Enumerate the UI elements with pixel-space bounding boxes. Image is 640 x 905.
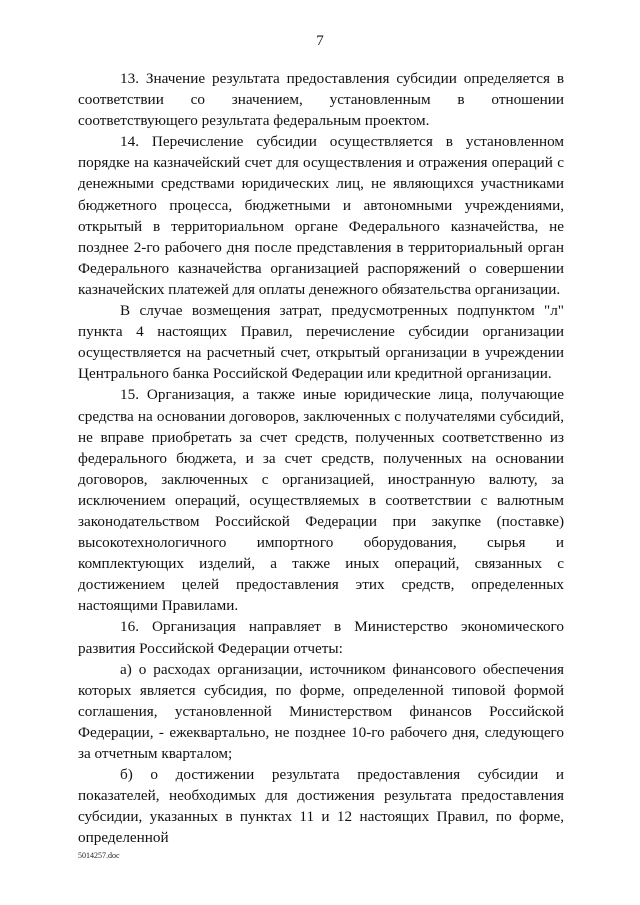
paragraph-16-a: а) о расходах организации, источником финансового обеспечения которых является субсидия, по форме, определенной типовой формой соглашения, установленной Министерством финансов Российской Федерации, - ежеквартально, не позднее 10-го рабочего дня, следующего за отчетным кварталом; — [78, 660, 564, 762]
page-number: 7 — [316, 33, 324, 49]
paragraph-cost-reimbursement: В случае возмещения затрат, предусмотренных подпунктом "л" пункта 4 настоящих Правил, перечисление субсидии организации осуществляется на расчетный счет, открытый организации в учреждении Центрального банка Российской Федерации или кредитной организации. — [78, 302, 564, 383]
document-footer: 5014257.doc — [78, 851, 120, 860]
document-body — [78, 68, 564, 848]
paragraph-13: 13. Значение результата предоставления субсидии определяется в соответствии со значением, установленным в отношении соответствующего результата федеральным проектом. — [78, 70, 564, 130]
paragraph-16-b: б) о достижении результата предоставления субсидии и показателей, необходимых для достижения результата предоставления субсидии, указанных в пунктах 11 и 12 настоящих Правил, по форме, определенной — [78, 766, 564, 847]
paragraph-15: 15. Организация, а также иные юридические лица, получающие средства на основании договоров, заключенных с получателями субсидий, не вправе приобретать за счет средств, полученных соответственно из федерального бюджета, и за счет средств, полученных на основании договоров, заключенных с организацией, иностранную валюту, за исключением операций, осуществляемых в соответствии с валютным законодательством Российской Федерации при закупке (поставке) высокотехнологичного импортного оборудования, сырья и комплектующих изделий, а также иных операций, связанных с достижением целей предоставления этих средств, определенных настоящими Правилами. — [78, 386, 564, 615]
paragraph-16: 16. Организация направляет в Министерство экономического развития Российской Федерации отчеты: — [78, 618, 564, 657]
paragraph-14: 14. Перечисление субсидии осуществляется в установленном порядке на казначейский счет для осуществления и отражения операций с денежными средствами юридических лиц, не являющихся участниками бюджетного процесса, бюджетными и автономными учреждениями, открытый в территориальном органе Федерального казначейства, не позднее 2-го рабочего дня после представления в территориальный орган Федерального казначейства организацией распоряжений о совершении казначейских платежей для оплаты денежного обязательства организации. — [78, 133, 564, 298]
